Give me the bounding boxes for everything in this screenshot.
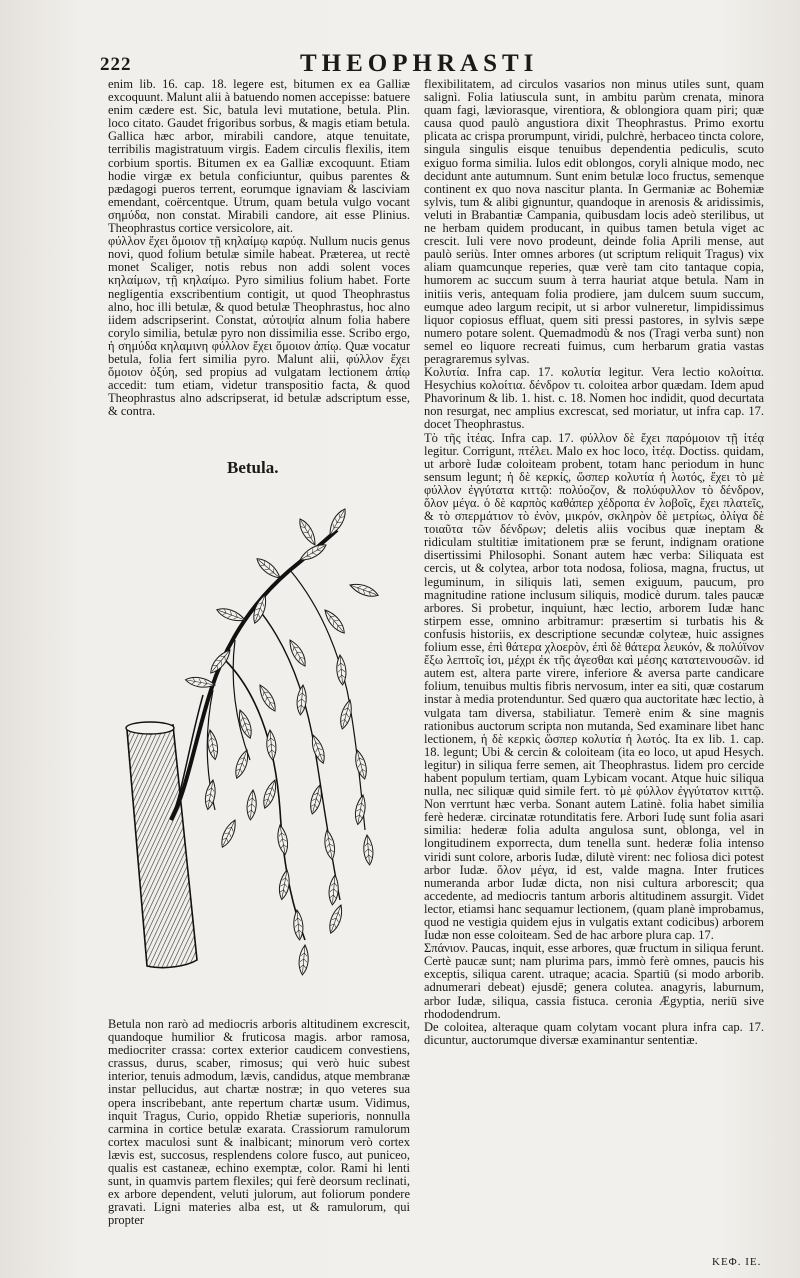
page-number: 222 [100, 54, 132, 75]
left-column-text-bottom: Betula non rarò ad mediocris arboris altitudinem excrescit, quandoque humilior & fruticosa magis. arbor ramosa, mediocriter crassa: cortex exterior caudicem convestiens, crassus, durus, scaber, rimosus; qui verò huic subest interior, tenuis admodum, lævis, candidus, atque membranæ instar pellucidus, aut chartæ nostræ; in quo veteres sua opera inscribebant, ante repertum chartæ usum. Vidimus, inquit Tragus, Curio, oppido Rhetiæ superioris, nonnulla carmina in cortice betulæ exarata. Crassiorum ramulorum cortex maculosi sunt & inalbicant; minorum verò cortex lævis est, succosus, resplendens colore fusco, aut puniceo, qualis est castaneæ, echino exemptæ, color. Rami hi lenti sunt, in quamvis partem flexiles; qui ferè deorsum reclinati, ex arbore dependent, veluti julorum, aut foliorum pondere gravati. Ligni materies alba est, ut & ramulorum, qui propter [108, 1018, 410, 1228]
betula-branch-illustration [115, 490, 385, 1010]
left-column-text-top: enim lib. 16. cap. 18. legere est, bitumen ex ea Galliæ excoquunt. Malunt alii à batuendo nomen accepisse: batuere enim cædere est. Sic, batula levi mutatione, betula. Plin. loco citato. Gaudet frigoribus sorbus, & magis etiam betula. Gallica hæc arbor, mirabili candore, atque tenuitate, terribilis magistratuum virgis. Eadem circulis flexilis, item corbium sportis. Bitumen ex ea Galliæ excoquunt. Etiam hodie virgæ ex betula conficiuntur, quibus parentes & pædagogi pueros terrent, eorumque ignaviam & lasciviam emendant, coërcentque. Utrum, quam betula vulgo vocant σημύδα, non constat. Mirabili candore, ait esse Plinius. Theophrastus cortice versicolore, ait. φύλλον ἔχει ὅμοιον τῇ κηλαίμῳ καρύᾳ. Nullum nucis genus novi, quod folium betulæ simile habeat. Præterea, ut rectè monet Scaliger, notis rebus non addi solent voces κηλαίμων, τῇ κηλαίμω. Pyro similius folium habet. Forte negligentia exscribentium contigit, ut quod Theophrastus alno, hoc illi betulæ, & quod betulæ Theophrastus, hoc alno iidem adscripserint. Constat, αὐτοψία alnum folia habere corylo similia, betulæ pyro non dissimilia esse. Scribo ergo, ἡ σημύδα κηλαμινη φύλλον ἔχει ὅμοιον ἀπίῳ. Quæ vocatur betula, folia fert similia pyro. Malunt alii, φύλλον ἔχει ὅμοιον ὀξύη, sed propius ad vulgatam lectionem ἀπίῳ accedit: tum etiam, videtur transpositio facta, & quod Theophrastus alno adscripserat, id betulæ adscriptum esse, & contra. [108, 78, 410, 419]
figure-title: Betula. [227, 458, 279, 477]
running-title: THEOPHRASTI [300, 50, 539, 77]
page-header [0, 50, 800, 80]
right-column-text: flexibilitatem, ad circulos vasarios non minus utiles sunt, quam salignì. Folia latiuscula sunt, in ambitu parùm crenata, minora quam fagi, læviorasque, virentiora, & oblongiora quam piri; quæ causa quod paulò angustiora dixit Theophrastus. Primo exortu plicata ac crispa prorumpunt, viridi, pulchrè, herbaceo tincta colore, singula singulis eisque tenuibus dependentia pediculis, scuto exiguo forma similia. Iulos edit oblongos, coryli alnique modo, nec decidunt ante autumnum. Sunt enim betulæ loco fructus, semenque continent ex quo nova nascitur planta. In Germaniæ ac Bohemiæ sylvis, tum & alibi gignuntur, quandoque in arenosis & aridissimis, veluti in Brabantiæ Campania, quibusdam locis adeò sterilibus, ut ne herbam quidem producant, in quibus tamen betula viget ac crescit. Iuli vere novo prodeunt, deinde folia Aprili mense, aut paulò seriùs. Inter omnes arbores (ut scriptum reliquit Tragus) vix aliam quamcunque reperies, quæ verè tam cito tantaque copia, humorem ac succum suum à terra hauriat atque betula. Nam in initiis veris, antequam folia prodiere, jam dulcem suum succum, eumque adeo largum recipit, ut si arbor vulneretur, limpidissimus liquor copiosus effluat, quem siti pressi pastores, in sylvis sæpe numero potare solent. Quemadmodù & nos (Tragi verba sunt) non semel eo liquore recreati fuimus, cum herbarum gratia vastas peragraremus sylvas. Κολυτία. Infra cap. 17. κολυτία legitur. Vera lectio κολοίτια. Hesychius κολοίτια. δένδρον τι. coloitea arbor quædam. Idem apud Phavorinum & lib. 1. hist. c. 18. Nomen hoc indidit, quod decurtata non resurgat, nec amplius excrescat, sed moriatur, ut infra cap. 17. docet Theophrastus. Τὸ τῆς ἰτέας. Infra cap. 17. φύλλον δὲ ἔχει παρόμοιον τῇ ἰτέᾳ legitur. Corrigunt, πτέλει. Malo ex hoc loco, ἰτέᾳ. Doctiss. quidam, ut arborè Iudæ coloiteam probent, totam hanc periodum in hunc sensum legunt; ἡ δὲ κερκίς, ὥσπερ κολυτία ἡ λωτός, ἔχει τὸ μὲ φύλλον ἐγγύτατα κιττῷ: πολύοζον, & πολύφυλλον τὸ δένδρον, ὅλον μέγα. ὁ δὲ καρπὸς καθάπερ χέδροπα ἐν λοβοῖς, ἔχει πλατεῖς, & τὸ σπερμάτιον τὸ ἐνὸν, μικρόν, σκληρὸν δὲ μετρίως, ὀλίγα δὲ τοιαῦτα τῶν δένδρων; deletis aliis vocibus quæ ineptam & ridiculam stultitiæ imitationem præ se ferunt, indignam oratione disertissimi Philosophi. Sonant autem hæc verba: Siliquata est cercis, ut & colytea, arbor tota nodosa, foliosa, magna, fructus, ut leguminum, in siliquis lati, semen exiguum, paucum, pro magnitudine ratione inclusum siliquis, modicè durum. tales paucæ arbores. Si probetur, inquiunt, hæc lectio, arborem Iudæ hanc stirpem esse, omnino arbitramur: præsertim si turbatis his & confusis historiis, ex descriptione secundæ colyteæ, huic assignes folium esse, ἐπὶ θάτερα χλοερὸν, ἐπὶ δὲ θάτερα λευκόν, & πολύϊνον ἔξω λεπτοῖς ἰσι, μέχρι ἐκ τῆς ἀγεσθαι καὶ μέσης κατατεινουσῶν. id autem est, altera parte virere, inferiore & aversa parte candicare folium, tenuibus multis fibris nervosum, inter ea siti, quæ costarum instar à media protenduntur. Sed quæro qua auctoritate hæc lectio, à vulgata tam diversa, stabiliatur. Temerè enim & sine magnis rationibus auctorum scripta non mutanda, Sed examinare libet hanc lectionem, ἡ δὲ κερκὶς ὥσπερ κολυτία ἡ λωτός. Ita ex lib. 1. cap. 18. legunt; Ubi & cercin & coloiteam (ita eo loco, ut apud Hesych. legitur) in siliqua ferre semen, ait Theophrastus. Iidem pro cercide habent populum tertiam, quam Lybicam vocant. Atque huic siliqua nulla, nec siliquæ quid simile fert. τὸ μὲ φύλλον ἐγγύτατον κιττῷ. Non verrtunt hæc verba. Sonant autem Latinè. folia habet similia ferè hederæ. circinatæ rotunditatis fere. Arbori Iudę sunt folia asari similia: hederæ folia adulta angulosa sunt, oblonga, vel in longitudinem exporrecta, dum tenella sunt. hederæ folia intenso viridi sunt colore, arboris Iudæ, dilutè virent: nec foliosa dici potest arbor Iudæ. ὅλον μέγα, id est, valde magna. Inter frutices numeranda arbor Iudæ dicta, non nisi cultura arborescit; qua accedente, ad mediocris tantum arboris altitudinem assurgit. Videt lector, etiamsi hanc sequamur lectionem, (quam planè improbamus, quod ne vestigia quidem ejus in vulgatis extant codicibus) arborem Iudæ non esse coloiteam. Sed de hac arbore plura cap. 17. Σπάνιον. Paucas, inquit, esse arbores, quæ fructum in siliqua ferunt. Certè paucæ sunt; nam plurima pars, immò ferè omnes, paucis his exceptis, siliqua carent. utraque; acacia. Spartiū (si modo arborib. adnumerari debeat) ejusdē; genera colutea. anagyris, laburnum, arbor Iudæ, siliqua, cassia fistuca. ceronia Ægyptia, neriū sive rhododendrum. De coloitea, alteraque quam colytam vocant plura infra cap. 17. dicuntur, auctorumque diversæ examinantur sententiæ. [424, 78, 764, 1047]
catchword: ΚΕΦ. ΙΕ. [712, 1256, 762, 1268]
